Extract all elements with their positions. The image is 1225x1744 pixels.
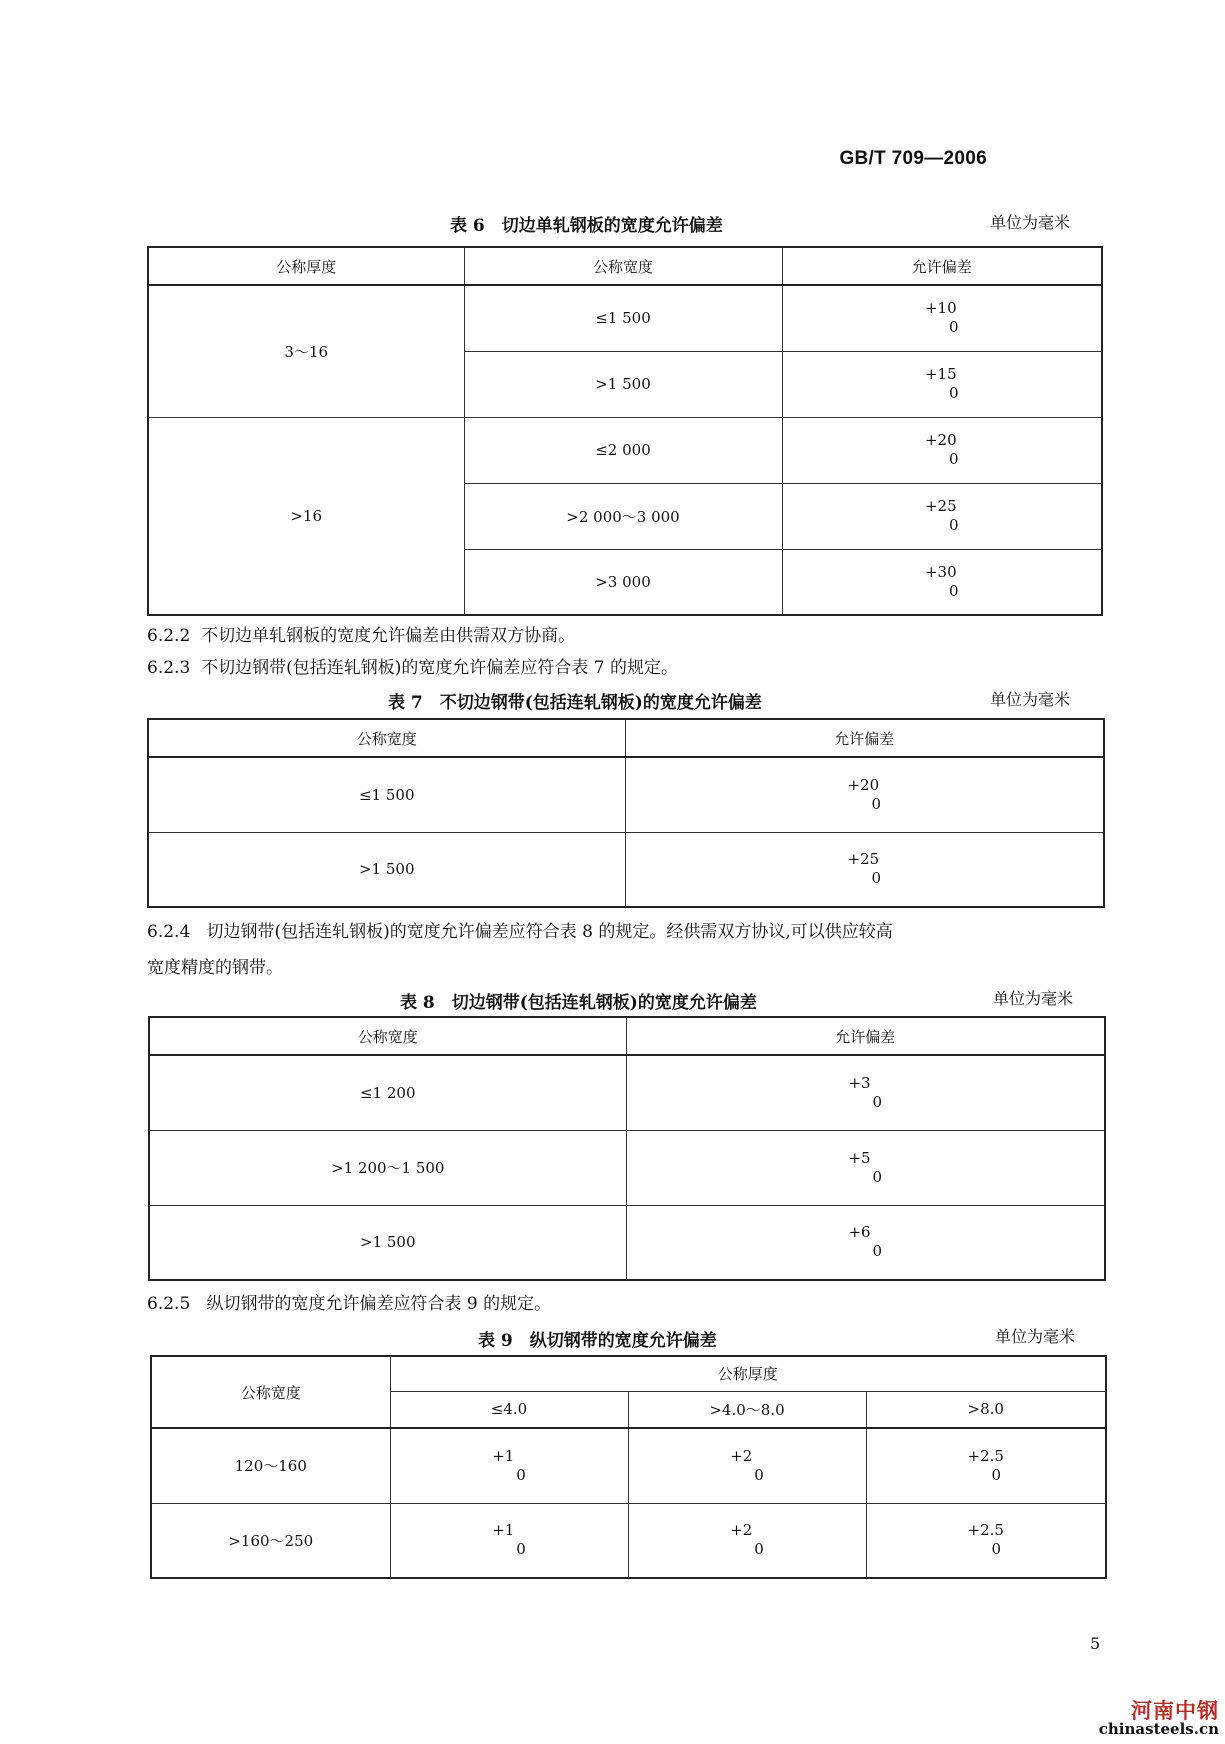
- table9: [150, 1355, 1107, 1579]
- clause-number: 6.2.5: [147, 1294, 191, 1314]
- tolerance-lower: 0: [871, 794, 882, 813]
- table6-tolerance-cell: [782, 417, 1102, 483]
- table-row: [149, 1205, 1105, 1280]
- table8-width-cell: >1 200～1 500: [149, 1130, 626, 1205]
- table7-header-width: 公称宽度: [148, 719, 625, 757]
- table9-subheader: >4.0～8.0: [628, 1391, 866, 1428]
- table9-subheader: >8.0: [866, 1391, 1106, 1428]
- table9-tolerance-cell: [866, 1428, 1106, 1503]
- table-row: [148, 285, 1102, 351]
- table7-width-cell: >1 500: [148, 832, 625, 907]
- table-row: [151, 1428, 1106, 1503]
- tolerance-lower: 0: [516, 1465, 526, 1484]
- table-row: [148, 757, 1104, 832]
- tolerance-upper: +3: [848, 1073, 871, 1092]
- clause-number: 6.2.2: [147, 626, 191, 646]
- table9-width-cell: >160～250: [151, 1503, 390, 1578]
- tolerance-lower: 0: [872, 1242, 883, 1261]
- table6-unit: 单位为毫米: [990, 213, 1071, 232]
- table6-width-cell: ≤2 000: [464, 417, 782, 483]
- table8-width-cell: ≤1 200: [149, 1055, 626, 1130]
- table6-caption: 表 6 切边单轧钢板的宽度允许偏差: [450, 216, 723, 236]
- table9-tolerance-cell: [628, 1428, 866, 1503]
- clause-6-2-5: [147, 1292, 551, 1316]
- tolerance-upper: +15: [924, 365, 957, 383]
- clause-text: 不切边钢带(包括连轧钢板)的宽度允许偏差应符合表 7 的规定。: [201, 658, 678, 678]
- table8-unit: 单位为毫米: [993, 989, 1074, 1008]
- table6-tolerance-cell: [782, 549, 1102, 615]
- tolerance-upper: +6: [848, 1223, 871, 1242]
- tolerance-upper: +5: [848, 1148, 871, 1167]
- table9-tolerance-cell: [390, 1428, 628, 1503]
- table6-header-thickness: 公称厚度: [148, 247, 464, 285]
- tolerance-lower: 0: [948, 516, 959, 534]
- table6-width-cell: ≤1 500: [464, 285, 782, 351]
- table8-tolerance-cell: [626, 1130, 1105, 1205]
- standard-number: GB/T 709—2006: [839, 148, 987, 169]
- clause-number: 6.2.3: [147, 658, 191, 678]
- tolerance-lower: 0: [991, 1540, 1002, 1559]
- tolerance-upper: +1: [492, 1446, 515, 1465]
- table9-tolerance-cell: [390, 1503, 628, 1578]
- table6-width-cell: >2 000～3 000: [464, 483, 782, 549]
- site-watermark: [1098, 1699, 1219, 1738]
- table6-header-tolerance: 允许偏差: [782, 247, 1102, 285]
- tolerance-upper: +10: [924, 299, 957, 318]
- table-row: [148, 417, 1102, 483]
- table8-caption: 表 8 切边钢带(包括连轧钢板)的宽度允许偏差: [400, 993, 757, 1013]
- table7-width-cell: ≤1 500: [148, 757, 625, 832]
- tolerance-upper: +2.5: [967, 1521, 1004, 1540]
- table6-width-cell: >3 000: [464, 549, 782, 615]
- table9-unit: 单位为毫米: [995, 1327, 1076, 1346]
- table8-header-tolerance: 允许偏差: [626, 1017, 1105, 1055]
- watermark-cn: 河南中钢: [1131, 1699, 1219, 1723]
- tolerance-upper: +2: [730, 1446, 753, 1465]
- clause-number: 6.2.4: [147, 922, 191, 942]
- tolerance-upper: +2.5: [967, 1446, 1004, 1465]
- table-row: [149, 1055, 1105, 1130]
- table6: [147, 246, 1103, 616]
- table8-header-width: 公称宽度: [149, 1017, 626, 1055]
- table9-tolerance-cell: [866, 1503, 1106, 1578]
- table7: [147, 718, 1105, 908]
- table6-width-cell: >1 500: [464, 351, 782, 417]
- table-row: [151, 1503, 1106, 1578]
- table6-tolerance-cell: [782, 483, 1102, 549]
- clause-6-2-3: [147, 656, 678, 680]
- table6-header-width: 公称宽度: [464, 247, 782, 285]
- table7-tolerance-cell: [625, 757, 1104, 832]
- tolerance-upper: +1: [492, 1521, 515, 1540]
- clause-6-2-2: [147, 624, 575, 648]
- tolerance-upper: +2: [730, 1521, 753, 1540]
- table7-caption: 表 7 不切边钢带(包括连轧钢板)的宽度允许偏差: [388, 693, 762, 713]
- tolerance-lower: 0: [516, 1540, 526, 1559]
- table9-tolerance-cell: [628, 1503, 866, 1578]
- tolerance-lower: 0: [872, 1092, 883, 1111]
- tolerance-upper: +25: [924, 497, 957, 515]
- table7-tolerance-cell: [625, 832, 1104, 907]
- clause-6-2-4-continued: 宽度精度的钢带。: [147, 958, 283, 978]
- table8-width-cell: >1 500: [149, 1205, 626, 1280]
- table8: [148, 1016, 1106, 1281]
- tolerance-lower: 0: [948, 318, 959, 337]
- table-row: [148, 832, 1104, 907]
- table8-tolerance-cell: [626, 1055, 1105, 1130]
- clause-text: 纵切钢带的宽度允许偏差应符合表 9 的规定。: [206, 1294, 552, 1314]
- tolerance-lower: 0: [754, 1465, 764, 1484]
- tolerance-lower: 0: [754, 1540, 764, 1559]
- clause-text: 切边钢带(包括连轧钢板)的宽度允许偏差应符合表 8 的规定。经供需双方协议,可以供应较高: [206, 922, 893, 942]
- table9-header-width: 公称宽度: [151, 1356, 390, 1428]
- tolerance-upper: +20: [924, 431, 957, 449]
- table6-tolerance-cell: [782, 351, 1102, 417]
- table6-thickness-cell: 3～16: [148, 285, 464, 417]
- tolerance-upper: +20: [847, 775, 880, 794]
- table6-thickness-cell: >16: [148, 417, 464, 615]
- table9-caption: 表 9 纵切钢带的宽度允许偏差: [478, 1331, 717, 1351]
- table9-header-thickness: 公称厚度: [390, 1356, 1106, 1391]
- tolerance-lower: 0: [948, 384, 959, 402]
- table9-width-cell: 120～160: [151, 1428, 390, 1503]
- table7-unit: 单位为毫米: [990, 690, 1071, 709]
- clause-text: 不切边单轧钢板的宽度允许偏差由供需双方协商。: [201, 626, 576, 646]
- tolerance-lower: 0: [991, 1465, 1002, 1484]
- tolerance-upper: +30: [924, 562, 957, 581]
- tolerance-lower: 0: [948, 581, 959, 600]
- tolerance-lower: 0: [872, 1167, 883, 1186]
- table7-header-tolerance: 允许偏差: [625, 719, 1104, 757]
- tolerance-upper: +25: [847, 850, 880, 869]
- clause-6-2-4: [147, 920, 893, 944]
- watermark-en: chinasteels.cn: [1098, 1720, 1219, 1738]
- tolerance-lower: 0: [948, 450, 959, 468]
- table9-subheader: ≤4.0: [390, 1391, 628, 1428]
- tolerance-lower: 0: [871, 869, 882, 888]
- table-row: [149, 1130, 1105, 1205]
- table6-tolerance-cell: [782, 285, 1102, 351]
- page-number: 5: [1090, 1634, 1101, 1653]
- table8-tolerance-cell: [626, 1205, 1105, 1280]
